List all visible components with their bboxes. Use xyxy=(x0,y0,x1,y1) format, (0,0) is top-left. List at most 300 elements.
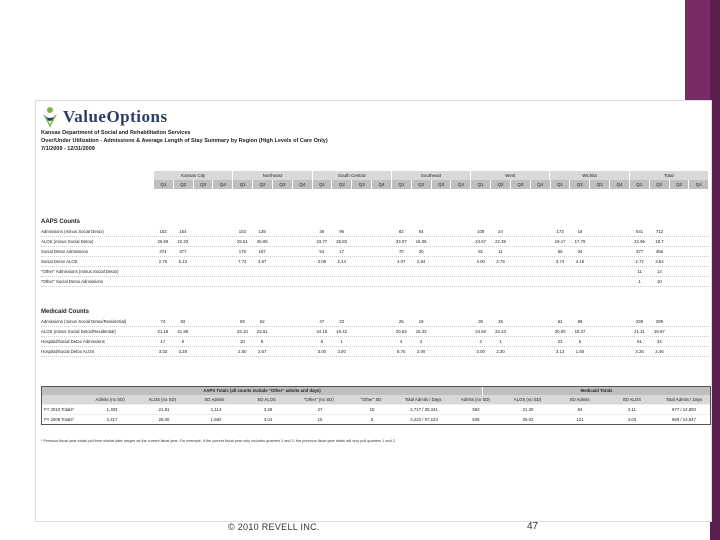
logo xyxy=(41,105,168,129)
cell-value: 2.00 xyxy=(416,349,426,354)
cell-value: 1 xyxy=(499,339,502,344)
cell-value: 64 xyxy=(418,229,424,234)
quarter-header: Q2 xyxy=(332,180,352,189)
cell-value xyxy=(590,227,610,236)
quarter-header: Q4 xyxy=(451,180,471,189)
cell-value: 289 xyxy=(655,319,663,324)
totals-cell: 15 xyxy=(317,417,323,422)
totals-cell: 21.81 xyxy=(158,407,170,412)
cell-value: 47 xyxy=(319,319,325,324)
cell-value: 16.33 xyxy=(415,329,427,334)
cell-value: 456 xyxy=(655,249,663,254)
cell-value: 175 xyxy=(238,249,246,254)
cell-value xyxy=(292,337,312,346)
cell-value xyxy=(371,347,391,356)
cell-value: 19.37 xyxy=(574,329,586,334)
cell-value xyxy=(232,267,252,276)
totals-cell: 659 / 13,847 xyxy=(672,417,696,422)
row-label: Social Detox ALOS xyxy=(41,259,78,264)
cell-value: 5.13 xyxy=(178,259,187,264)
cell-value: 108 xyxy=(477,229,485,234)
cell-value: 61 xyxy=(637,339,642,344)
cell-value xyxy=(411,277,431,286)
cell-value: 18 xyxy=(577,229,583,234)
cell-value xyxy=(272,247,292,256)
cell-value xyxy=(352,257,372,266)
copyright: © 2010 REVELL INC. xyxy=(228,522,320,532)
cell-value xyxy=(272,257,292,266)
cell-value: 11 xyxy=(637,269,642,274)
cell-value: 14 xyxy=(657,269,662,274)
cell-value xyxy=(193,337,213,346)
cell-value: 19.97 xyxy=(654,329,665,334)
cell-value: 187 xyxy=(258,249,266,254)
cell-value: 2.24 xyxy=(337,259,346,264)
totals-cell: 3.11 xyxy=(627,407,637,412)
column-header xyxy=(41,171,709,189)
cell-value xyxy=(610,227,630,236)
cell-value: 19.17 xyxy=(554,239,566,244)
cell-value: 26.65 xyxy=(256,239,268,244)
cell-value xyxy=(669,257,689,266)
cell-value: 23.07 xyxy=(395,239,407,244)
cell-value xyxy=(292,347,312,356)
cell-value: 22.23 xyxy=(495,329,506,334)
cell-value xyxy=(610,317,630,326)
cell-value: 20 xyxy=(418,249,424,254)
row-label: "Other" Social Detox Admissions xyxy=(41,279,104,284)
cell-value xyxy=(332,277,352,286)
cell-value: 30 xyxy=(478,319,484,324)
totals-cell: 539 xyxy=(472,417,480,422)
totals-cell: 1,114 xyxy=(210,407,222,412)
totals-column-header: Total Admits / Days xyxy=(665,397,703,402)
cell-value: 2 xyxy=(419,339,423,344)
quarter-header: Q3 xyxy=(273,180,293,189)
totals-column-header xyxy=(42,395,84,404)
cell-value xyxy=(352,337,372,346)
cell-value: 22.33 xyxy=(177,239,189,244)
cell-value: 34 xyxy=(577,249,583,254)
cell-value xyxy=(173,267,193,276)
cell-value: 3.13 xyxy=(555,349,565,354)
totals-column-header: ALOS (no SD) xyxy=(148,397,176,402)
totals-row-label: FY 2010 Totals* xyxy=(44,407,75,412)
cell-value xyxy=(352,247,372,256)
row-label: Admissions (minus Social Detox) xyxy=(41,229,104,234)
cell-value: 24.15 xyxy=(316,329,328,334)
cell-value xyxy=(272,277,292,286)
table-row xyxy=(41,317,709,327)
cell-value: 82 xyxy=(398,229,404,234)
totals-cell: 121 xyxy=(576,417,584,422)
cell-value xyxy=(411,267,431,276)
quarter-header: Q1 xyxy=(313,180,333,189)
cell-value xyxy=(590,247,610,256)
totals-row xyxy=(42,414,710,424)
table-row xyxy=(41,237,709,247)
cell-value: 2.67 xyxy=(258,349,267,354)
totals-cell: 3.28 xyxy=(263,407,273,412)
date-range: 7/1/2009 - 12/31/2009 xyxy=(41,146,95,152)
cell-value: 154 xyxy=(179,229,187,234)
cell-value xyxy=(213,317,233,326)
cell-value xyxy=(590,237,610,246)
cell-value xyxy=(689,317,709,326)
cell-value xyxy=(530,327,550,336)
cell-value: 541 xyxy=(635,229,644,234)
cell-value: 7.72 xyxy=(238,259,247,264)
cell-value xyxy=(491,267,511,276)
cell-value: 3.09 xyxy=(317,259,326,264)
totals-cell: 21.30 xyxy=(522,407,534,412)
cell-value xyxy=(510,237,530,246)
totals-cell: 677 / 12,893 xyxy=(672,407,696,412)
cell-value: 36 xyxy=(319,229,325,234)
cell-value xyxy=(371,247,391,256)
cell-value xyxy=(669,347,689,356)
row-label: Hospital/Social Detox Admissions xyxy=(41,339,105,344)
table-row xyxy=(41,257,709,267)
cell-value xyxy=(431,277,451,286)
footnote: * Previous fiscal year totals pull from similar date ranges as the current fiscal year. For example, if the current fiscal year only includes quarters 1 and 2, the previous fiscal year totals will only pull quarters 1 and 2. xyxy=(41,439,396,443)
quarter-header: Q2 xyxy=(412,180,432,189)
cell-value xyxy=(292,277,312,286)
cell-value: 9 xyxy=(181,339,184,344)
cell-value xyxy=(252,267,272,276)
quarter-header: Q3 xyxy=(590,180,610,189)
cell-value xyxy=(431,327,451,336)
cell-value xyxy=(451,257,471,266)
cell-value xyxy=(232,277,252,286)
quarter-header: Q4 xyxy=(531,180,551,189)
quarter-header: Q1 xyxy=(630,180,650,189)
cell-value xyxy=(550,277,570,286)
totals-column-header: SD ALOS xyxy=(257,397,276,402)
cell-value: 1 xyxy=(340,339,343,344)
cell-value xyxy=(451,237,471,246)
region-header: Wichita xyxy=(550,171,629,180)
totals-cell: 25.00 xyxy=(158,417,170,422)
cell-value xyxy=(193,247,213,256)
cell-value xyxy=(173,277,193,286)
table-row xyxy=(41,267,709,277)
cell-value: 1 xyxy=(638,279,641,284)
cell-value xyxy=(292,327,312,336)
cell-value xyxy=(193,317,213,326)
quarter-header: Q4 xyxy=(213,180,233,189)
cell-value: 24 xyxy=(498,229,503,234)
cell-value: 59 xyxy=(239,319,245,324)
cell-value: 26.83 xyxy=(336,239,348,244)
aaps-title: AAPS Counts xyxy=(41,219,80,225)
cell-value xyxy=(689,227,709,236)
cell-value xyxy=(312,277,332,286)
totals-table xyxy=(41,386,711,425)
cell-value xyxy=(689,247,709,256)
cell-value xyxy=(689,277,709,286)
cell-value: 70 xyxy=(398,249,404,254)
totals-cell: 1,592 xyxy=(210,417,222,422)
quarter-header: Q1 xyxy=(392,180,412,189)
cell-value: 62 xyxy=(557,319,563,324)
cell-value: 74 xyxy=(160,319,166,324)
cell-value xyxy=(352,277,372,286)
cell-value: 25 xyxy=(398,319,404,324)
cell-value: 11 xyxy=(498,249,503,254)
row-label: "Other" Admissions (minus Social Detox) xyxy=(41,269,119,274)
cell-value: 62 xyxy=(259,319,265,324)
cell-value: 26.59 xyxy=(157,239,169,244)
cell-value xyxy=(431,337,451,346)
cell-value: 8 xyxy=(261,339,264,344)
cell-value: 3.00 xyxy=(337,349,346,354)
cell-value: 135 xyxy=(258,229,266,234)
cell-value: 3.54 xyxy=(655,259,664,264)
cell-value xyxy=(292,227,312,236)
cell-value xyxy=(352,317,372,326)
quarter-header: Q3 xyxy=(352,180,372,189)
cell-value xyxy=(391,267,411,276)
cell-value xyxy=(590,337,610,346)
cell-value: 56 xyxy=(557,249,563,254)
cell-value xyxy=(332,267,352,276)
cell-value xyxy=(213,257,233,266)
cell-value xyxy=(292,317,312,326)
cell-value xyxy=(510,327,530,336)
totals-column-header: Total Admits / Days xyxy=(404,397,442,402)
cell-value: 103 xyxy=(238,229,246,234)
cell-value xyxy=(193,327,213,336)
totals-cell: 2,717 / 30,341 xyxy=(410,407,438,412)
cell-value xyxy=(272,327,292,336)
cell-value: 23.77 xyxy=(316,239,328,244)
cell-value xyxy=(272,267,292,276)
cell-value: 3.28 xyxy=(178,349,187,354)
cell-value: 2.94 xyxy=(416,259,426,264)
cell-value xyxy=(590,277,610,286)
cell-value: 19.42 xyxy=(336,329,348,334)
cell-value: 4.19 xyxy=(575,259,585,264)
cell-value xyxy=(669,227,689,236)
cell-value xyxy=(193,347,213,356)
cell-value xyxy=(213,237,233,246)
cell-value xyxy=(669,237,689,246)
cell-value: 3.25 xyxy=(635,349,644,354)
totals-cell: 1,303 xyxy=(106,407,118,412)
cell-value xyxy=(213,337,233,346)
totals-cell: 2,217 xyxy=(106,417,118,422)
quarter-header: Q3 xyxy=(511,180,531,189)
cell-value: 18.7 xyxy=(655,239,664,244)
cell-value xyxy=(669,317,689,326)
cell-value: 2.30 xyxy=(496,349,505,354)
quarter-header: Q1 xyxy=(551,180,571,189)
totals-cell: 3 xyxy=(370,417,374,422)
medicaid-title: Medicaid Counts xyxy=(41,309,90,315)
cell-value xyxy=(510,337,530,346)
totals-row xyxy=(42,404,710,414)
cell-value xyxy=(431,267,451,276)
cell-value xyxy=(272,317,292,326)
cell-value: 20.00 xyxy=(554,329,566,334)
cell-value: 3.74 xyxy=(555,259,565,264)
cell-value xyxy=(153,267,173,276)
medicaid-totals-head: Medicaid Totals xyxy=(580,388,613,393)
cell-value xyxy=(471,277,491,286)
cell-value: 2.46 xyxy=(655,349,664,354)
cell-value: 377 xyxy=(179,249,187,254)
table-row xyxy=(41,327,709,337)
cell-value xyxy=(491,277,511,286)
quarter-header: Q4 xyxy=(689,180,709,189)
region-header-row xyxy=(41,171,709,180)
cell-value xyxy=(510,347,530,356)
cell-value xyxy=(431,257,451,266)
cell-value: 20.63 xyxy=(395,329,407,334)
cell-value xyxy=(352,347,372,356)
cell-value: 1.60 xyxy=(575,349,585,354)
cell-value xyxy=(451,247,471,256)
cell-value xyxy=(292,237,312,246)
cell-value xyxy=(530,347,550,356)
table-row xyxy=(41,227,709,237)
cell-value: 153 xyxy=(159,229,167,234)
cell-value: 2.79 xyxy=(496,259,505,264)
quarter-header: Q4 xyxy=(293,180,313,189)
cell-value xyxy=(193,257,213,266)
cell-value xyxy=(371,337,391,346)
cell-value xyxy=(471,267,491,276)
cell-value: 2 xyxy=(479,339,482,344)
cell-value: 22 xyxy=(557,339,563,344)
cell-value xyxy=(530,237,550,246)
page-number: 47 xyxy=(527,521,539,532)
cell-value xyxy=(272,237,292,246)
cell-value: 93 xyxy=(180,319,186,324)
cell-value xyxy=(550,267,570,276)
cell-value xyxy=(590,317,610,326)
aaps-totals-head: AAPS Totals (all counts include "Other" admits and days) xyxy=(42,387,483,395)
cell-value xyxy=(292,267,312,276)
report-title: Over/Under Utilization - Admissions & Average Length of Stay Summary by Region (High Levels of Care Only) xyxy=(41,138,328,144)
cell-value xyxy=(213,247,233,256)
table-row xyxy=(41,337,709,347)
quarter-header: Q2 xyxy=(570,180,590,189)
cell-value xyxy=(610,267,630,276)
quarter-header: Q3 xyxy=(670,180,690,189)
totals-column-header: SD Admits xyxy=(569,397,590,402)
cell-value xyxy=(610,277,630,286)
cell-value xyxy=(292,257,312,266)
cell-value xyxy=(669,277,689,286)
quarter-header: Q1 xyxy=(233,180,253,189)
table-row xyxy=(41,247,709,257)
cell-value xyxy=(252,277,272,286)
cell-value xyxy=(530,227,550,236)
cell-value xyxy=(689,257,709,266)
totals-head xyxy=(42,387,710,395)
cell-value: 2.72 xyxy=(635,259,644,264)
totals-cell: 15 xyxy=(369,407,375,412)
cell-value: 6 xyxy=(320,339,323,344)
cell-value xyxy=(669,327,689,336)
totals-column-header: "Other" SD xyxy=(360,397,382,402)
totals-cell: 25.02 xyxy=(522,417,534,422)
logo-text: ValueOptions xyxy=(63,107,168,126)
totals-column-header: Admits (no SD) xyxy=(460,397,490,402)
quarter-header: Q2 xyxy=(253,180,273,189)
cell-value: 3.57 xyxy=(258,259,267,264)
cell-value xyxy=(590,257,610,266)
cell-value xyxy=(451,277,471,286)
cell-value xyxy=(371,277,391,286)
cell-value: 374 xyxy=(159,249,167,254)
cell-value xyxy=(371,317,391,326)
cell-value xyxy=(193,277,213,286)
cell-value: 3.00 xyxy=(317,349,326,354)
cell-value xyxy=(669,267,689,276)
cell-value: 4 xyxy=(400,339,403,344)
quarter-header: Q1 xyxy=(471,180,491,189)
org-title: Kansas Department of Social and Rehabilitation Services xyxy=(41,130,191,136)
cell-value: 81 xyxy=(478,249,484,254)
cell-value xyxy=(610,327,630,336)
cell-value xyxy=(431,227,451,236)
cell-value: 25.51 xyxy=(236,239,248,244)
table-row xyxy=(41,277,709,287)
cell-value xyxy=(371,327,391,336)
cell-value xyxy=(431,247,451,256)
cell-value xyxy=(371,267,391,276)
cell-value xyxy=(193,227,213,236)
row-label: Admissions (minus Social Detox/Residential) xyxy=(41,319,127,324)
cell-value xyxy=(213,347,233,356)
cell-value: 21.31 xyxy=(634,329,645,334)
cell-value xyxy=(213,267,233,276)
region-header: Southeast xyxy=(392,171,471,180)
cell-value: 2.76 xyxy=(158,259,168,264)
totals-columns xyxy=(42,395,710,404)
cell-value xyxy=(610,257,630,266)
region-header: Kansas City xyxy=(154,171,233,180)
cell-value xyxy=(530,267,550,276)
cell-value xyxy=(570,277,590,286)
cell-value xyxy=(570,267,590,276)
cell-value xyxy=(590,327,610,336)
cell-value xyxy=(510,257,530,266)
cell-value xyxy=(352,327,372,336)
cell-value: 22.96 xyxy=(634,239,645,244)
cell-value: 299 xyxy=(635,319,644,324)
cell-value: 21.18 xyxy=(157,329,169,334)
cell-value xyxy=(590,267,610,276)
cell-value xyxy=(510,227,530,236)
cell-value xyxy=(451,227,471,236)
medicaid-section xyxy=(41,309,709,357)
table-row xyxy=(41,347,709,357)
totals-cell: 3,223 / 57,223 xyxy=(410,417,438,422)
cell-value xyxy=(451,337,471,346)
cell-value: 23.61 xyxy=(256,329,268,334)
aaps-section xyxy=(41,219,709,287)
cell-value xyxy=(510,267,530,276)
cell-value xyxy=(510,277,530,286)
cell-value xyxy=(431,237,451,246)
cell-value xyxy=(431,317,451,326)
quarter-header: Q2 xyxy=(174,180,194,189)
cell-value: 22.10 xyxy=(236,329,248,334)
